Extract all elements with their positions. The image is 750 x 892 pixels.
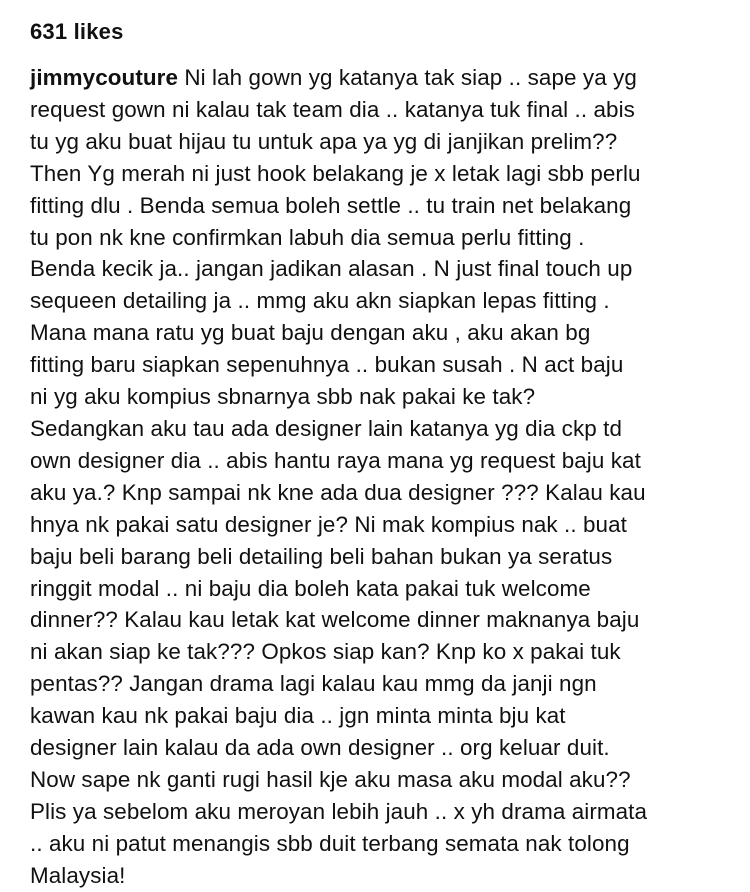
caption-line: ringgit modal .. ni baju dia boleh kata pakai tuk welcome (30, 575, 591, 601)
caption-line-text: Ni lah gown yg katanya tak siap .. sape ya yg (178, 65, 637, 90)
caption-line: pentas?? Jangan drama lagi kalau kau mmg da janji ngn (30, 671, 597, 697)
caption-line: aku ya.? Knp sampai nk kne ada dua designer ??? Kalau kau (30, 479, 646, 505)
username-link[interactable]: jimmycouture (30, 65, 179, 90)
caption-line: ni akan siap ke tak??? Opkos siap kan? Knp ko x pakai tuk (30, 639, 621, 665)
caption-line: ni yg aku kompius sbnarnya sbb nak pakai ke tak? (30, 384, 536, 410)
caption-line: Benda kecik ja.. jangan jadikan alasan . N just final touch up (30, 256, 633, 282)
caption-line: Sedangkan aku tau ada designer lain katanya yg dia ckp td (30, 415, 622, 441)
caption-line (30, 62, 730, 94)
caption-line: Malaysia! (30, 862, 126, 888)
caption-line: fitting baru siapkan sepenuhnya .. bukan susah . N act baju (30, 352, 624, 378)
caption-line: .. aku ni patut menangis sbb duit terbang semata nak tolong (30, 830, 630, 856)
caption-line: sequeen detailing ja .. mmg aku akn siapkan lepas fitting . (30, 288, 610, 314)
caption-line: Then Yg merah ni just hook belakang je x letak lagi sbb perlu (30, 160, 641, 186)
likes-count[interactable]: 631 likes (30, 19, 124, 44)
caption-text (30, 62, 730, 892)
caption-line: dinner?? Kalau kau letak kat welcome dinner maknanya baju (30, 607, 640, 633)
caption-line: baju beli barang beli detailing beli bahan bukan ya seratus (30, 543, 613, 569)
caption-line: tu yg aku buat hijau tu untuk apa ya yg di janjikan prelim?? (30, 128, 618, 154)
caption-line: Mana mana ratu yg buat baju dengan aku , aku akan bg (30, 320, 591, 346)
caption-line: own designer dia .. abis hantu raya mana yg request baju kat (30, 447, 641, 473)
caption-line: request gown ni kalau tak team dia .. katanya tuk final .. abis (30, 96, 635, 122)
caption-line: fitting dlu . Benda semua boleh settle .. tu train net belakang (30, 192, 632, 218)
caption-line: designer lain kalau da ada own designer .. org keluar duit. (30, 735, 610, 761)
caption-line: Now sape nk ganti rugi hasil kje aku masa aku modal aku?? (30, 766, 631, 792)
caption-line: Plis ya sebelom aku meroyan lebih jauh .. x yh drama airmata (30, 798, 648, 824)
caption-line: kawan kau nk pakai baju dia .. jgn minta minta bju kat (30, 703, 566, 729)
caption-line: hnya nk pakai satu designer je? Ni mak kompius nak .. buat (30, 511, 627, 537)
caption-line: tu pon nk kne confirmkan labuh dia semua perlu fitting . (30, 224, 585, 250)
